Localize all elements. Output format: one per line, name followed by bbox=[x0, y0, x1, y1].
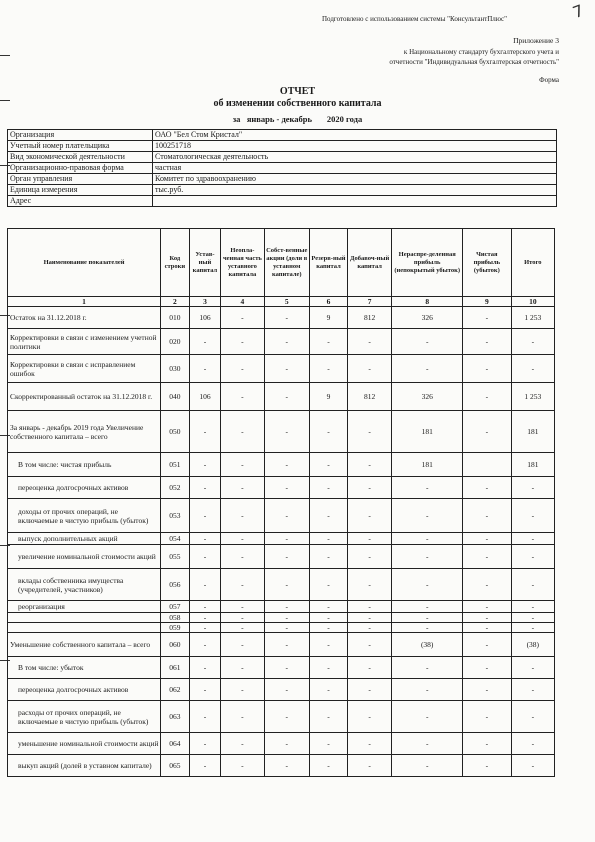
col-header-retained-earnings: Нераспре-деленная прибыль (непокрытый убыток) bbox=[392, 229, 463, 297]
cell-value: - bbox=[189, 601, 221, 613]
period-months: январь - декабрь bbox=[246, 114, 313, 124]
cell-value: - bbox=[221, 477, 264, 499]
cell-value: - bbox=[189, 329, 221, 355]
row-code: 010 bbox=[161, 307, 190, 329]
cell-value: - bbox=[392, 601, 463, 613]
col-header-net-profit: Чистая прибыль (убыток) bbox=[463, 229, 512, 297]
table-row bbox=[8, 733, 555, 755]
cell-value: - bbox=[511, 733, 554, 755]
cell-value: - bbox=[347, 355, 391, 383]
cell-value: - bbox=[347, 623, 391, 633]
row-code: 020 bbox=[161, 329, 190, 355]
cell-value: - bbox=[221, 533, 264, 545]
table-row bbox=[8, 545, 555, 569]
cell-value: - bbox=[463, 545, 512, 569]
cell-value: 812 bbox=[347, 307, 391, 329]
cell-value: - bbox=[264, 569, 309, 601]
col-header-unpaid-capital: Неопла-ченная часть уставного капитала bbox=[221, 229, 264, 297]
cell-value: - bbox=[392, 533, 463, 545]
row-code: 054 bbox=[161, 533, 190, 545]
cell-value: - bbox=[221, 307, 264, 329]
cell-value: - bbox=[347, 601, 391, 613]
col-header-name: Наименование показателей bbox=[8, 229, 161, 297]
row-label: выпуск дополнительных акций bbox=[8, 533, 161, 545]
col-header-total: Итого bbox=[511, 229, 554, 297]
cell-value: - bbox=[392, 477, 463, 499]
cell-value: - bbox=[264, 545, 309, 569]
row-code: 061 bbox=[161, 657, 190, 679]
cell-value: - bbox=[347, 329, 391, 355]
cell-value: - bbox=[221, 383, 264, 411]
table-row bbox=[8, 307, 555, 329]
cell-value: 181 bbox=[392, 411, 463, 453]
cell-value: - bbox=[392, 657, 463, 679]
cell-value: - bbox=[463, 383, 512, 411]
row-label: В том числе: чистая прибыль bbox=[8, 453, 161, 477]
cell-value: 9 bbox=[309, 383, 347, 411]
cell-value: - bbox=[264, 701, 309, 733]
table-row bbox=[8, 613, 555, 623]
cell-value: - bbox=[511, 545, 554, 569]
row-label: Скорректированный остаток на 31.12.2018 г. bbox=[8, 383, 161, 411]
row-code: 057 bbox=[161, 601, 190, 613]
cell-value: - bbox=[511, 657, 554, 679]
cell-value: - bbox=[511, 533, 554, 545]
cell-value: - bbox=[392, 499, 463, 533]
cell-value: - bbox=[264, 477, 309, 499]
cell-value: - bbox=[392, 755, 463, 777]
period-year: 2020 года bbox=[326, 114, 363, 124]
row-code: 056 bbox=[161, 569, 190, 601]
cell-value: - bbox=[392, 545, 463, 569]
info-value: ОАО "Бел Стом Кристал" bbox=[153, 130, 557, 141]
cell-value: - bbox=[463, 355, 512, 383]
cell-value: - bbox=[221, 411, 264, 453]
cell-value: - bbox=[309, 355, 347, 383]
cell-value: - bbox=[189, 657, 221, 679]
row-code: 064 bbox=[161, 733, 190, 755]
cell-value: - bbox=[309, 733, 347, 755]
cell-value: - bbox=[392, 613, 463, 623]
cell-value: - bbox=[309, 533, 347, 545]
col-header-charter-capital: Устав-ный капитал bbox=[189, 229, 221, 297]
cell-value: - bbox=[221, 701, 264, 733]
equity-changes-table bbox=[7, 228, 555, 777]
standard-line-1: к Национальному стандарту бухгалтерского учета и bbox=[403, 48, 559, 56]
table-row bbox=[8, 453, 555, 477]
col-header-code: Код строки bbox=[161, 229, 190, 297]
cell-value: - bbox=[189, 623, 221, 633]
cell-value: - bbox=[463, 329, 512, 355]
cell-value: - bbox=[309, 679, 347, 701]
cell-value: - bbox=[347, 613, 391, 623]
row-label: переоценка долгосрочных активов bbox=[8, 679, 161, 701]
table-row bbox=[8, 329, 555, 355]
row-code: 065 bbox=[161, 755, 190, 777]
info-value: частная bbox=[153, 163, 557, 174]
cell-value: - bbox=[392, 701, 463, 733]
corner-page-mark: 7 bbox=[569, 0, 586, 23]
cell-value: - bbox=[309, 613, 347, 623]
cell-value: - bbox=[392, 329, 463, 355]
cell-value: - bbox=[511, 613, 554, 623]
row-label: увеличение номинальной стоимости акций bbox=[8, 545, 161, 569]
cell-value: - bbox=[189, 545, 221, 569]
table-row bbox=[8, 679, 555, 701]
cell-value: - bbox=[463, 569, 512, 601]
info-label: Орган управления bbox=[8, 174, 153, 185]
info-row bbox=[8, 185, 557, 196]
cell-value: - bbox=[309, 411, 347, 453]
row-code: 040 bbox=[161, 383, 190, 411]
row-code: 063 bbox=[161, 701, 190, 733]
cell-value: - bbox=[264, 383, 309, 411]
appendix-label: Приложение 3 bbox=[513, 36, 559, 45]
info-row bbox=[8, 130, 557, 141]
cell-value: - bbox=[264, 633, 309, 657]
cell-value: - bbox=[392, 355, 463, 383]
cell-value: - bbox=[309, 545, 347, 569]
column-number: 1 bbox=[8, 297, 161, 307]
cell-value: - bbox=[309, 569, 347, 601]
info-label: Организация bbox=[8, 130, 153, 141]
table-row bbox=[8, 477, 555, 499]
column-number: 6 bbox=[309, 297, 347, 307]
cell-value: 1 253 bbox=[511, 383, 554, 411]
cell-value: - bbox=[189, 679, 221, 701]
table-row bbox=[8, 633, 555, 657]
cell-value: (38) bbox=[511, 633, 554, 657]
cell-value: - bbox=[511, 569, 554, 601]
cell-value: - bbox=[189, 613, 221, 623]
column-number: 2 bbox=[161, 297, 190, 307]
row-label: В том числе: убыток bbox=[8, 657, 161, 679]
cell-value: - bbox=[309, 601, 347, 613]
cell-value: - bbox=[221, 329, 264, 355]
row-code: 058 bbox=[161, 613, 190, 623]
cell-value: - bbox=[347, 755, 391, 777]
cell-value: - bbox=[264, 623, 309, 633]
cell-value: - bbox=[347, 679, 391, 701]
cell-value: 181 bbox=[511, 411, 554, 453]
organization-info-table bbox=[7, 129, 557, 207]
cell-value: - bbox=[189, 477, 221, 499]
cell-value: - bbox=[264, 329, 309, 355]
column-number: 7 bbox=[347, 297, 391, 307]
row-label: расходы от прочих операций, не включаемые в чистую прибыль (убыток) bbox=[8, 701, 161, 733]
info-row bbox=[8, 196, 557, 207]
cell-value: - bbox=[189, 499, 221, 533]
cell-value: - bbox=[463, 633, 512, 657]
info-value: тыс.руб. bbox=[153, 185, 557, 196]
report-title: ОТЧЕТ bbox=[279, 86, 316, 97]
row-label: Корректировки в связи с исправлением ошибок bbox=[8, 355, 161, 383]
cell-value: - bbox=[463, 657, 512, 679]
cell-value: - bbox=[309, 499, 347, 533]
cell-value: - bbox=[463, 411, 512, 453]
cell-value: - bbox=[511, 755, 554, 777]
table-row bbox=[8, 533, 555, 545]
cell-value: 326 bbox=[392, 307, 463, 329]
cell-value: - bbox=[347, 657, 391, 679]
cell-value: - bbox=[189, 701, 221, 733]
cell-value: - bbox=[463, 733, 512, 755]
cell-value: - bbox=[189, 755, 221, 777]
cell-value: - bbox=[347, 733, 391, 755]
cell-value: - bbox=[392, 679, 463, 701]
cell-value: - bbox=[347, 499, 391, 533]
cell-value: - bbox=[511, 329, 554, 355]
col-header-additional-capital: Добавоч-ный капитал bbox=[347, 229, 391, 297]
column-number: 3 bbox=[189, 297, 221, 307]
cell-value bbox=[463, 453, 512, 477]
info-label: Адрес bbox=[8, 196, 153, 207]
form-label: Форма bbox=[539, 76, 559, 84]
cell-value: 181 bbox=[392, 453, 463, 477]
cell-value: 106 bbox=[189, 383, 221, 411]
cell-value: - bbox=[189, 633, 221, 657]
column-number-row bbox=[8, 297, 555, 307]
info-value bbox=[153, 196, 557, 207]
cell-value: - bbox=[221, 613, 264, 623]
cell-value: - bbox=[221, 623, 264, 633]
info-row bbox=[8, 174, 557, 185]
cell-value: - bbox=[264, 499, 309, 533]
info-value: 100251718 bbox=[153, 141, 557, 152]
row-label: вклады собственника имущества (учредителей, участников) bbox=[8, 569, 161, 601]
cell-value: - bbox=[264, 679, 309, 701]
cell-value: - bbox=[309, 755, 347, 777]
cell-value: - bbox=[221, 601, 264, 613]
cell-value: 1 253 bbox=[511, 307, 554, 329]
cell-value: - bbox=[392, 569, 463, 601]
cell-value: - bbox=[221, 657, 264, 679]
cell-value: - bbox=[264, 411, 309, 453]
cell-value: - bbox=[392, 733, 463, 755]
cell-value: - bbox=[463, 477, 512, 499]
cell-value: - bbox=[221, 755, 264, 777]
cell-value: 812 bbox=[347, 383, 391, 411]
cell-value: - bbox=[309, 657, 347, 679]
info-row bbox=[8, 163, 557, 174]
cell-value: - bbox=[463, 307, 512, 329]
row-label bbox=[8, 613, 161, 623]
row-code: 030 bbox=[161, 355, 190, 383]
cell-value: - bbox=[511, 477, 554, 499]
table-row bbox=[8, 701, 555, 733]
row-label: Остаток на 31.12.2018 г. bbox=[8, 307, 161, 329]
row-label: уменьшение номинальной стоимости акций bbox=[8, 733, 161, 755]
period-prefix: за bbox=[232, 114, 241, 124]
table-row bbox=[8, 755, 555, 777]
cell-value: - bbox=[264, 733, 309, 755]
cell-value: - bbox=[264, 307, 309, 329]
info-value: Комитет по здравоохранению bbox=[153, 174, 557, 185]
row-label: За январь - декабрь 2019 года Увеличение собственного капитала – всего bbox=[8, 411, 161, 453]
cell-value: - bbox=[309, 477, 347, 499]
info-value: Стоматологическая деятельность bbox=[153, 152, 557, 163]
cell-value: - bbox=[511, 601, 554, 613]
cell-value: - bbox=[189, 411, 221, 453]
row-code: 055 bbox=[161, 545, 190, 569]
cell-value: 181 bbox=[511, 453, 554, 477]
row-code: 053 bbox=[161, 499, 190, 533]
cell-value: - bbox=[463, 755, 512, 777]
info-row bbox=[8, 141, 557, 152]
row-label: переоценка долгосрочных активов bbox=[8, 477, 161, 499]
cell-value: - bbox=[221, 569, 264, 601]
cell-value: (38) bbox=[392, 633, 463, 657]
consultant-note: Подготовлено с использованием системы "КонсультантПлюс" bbox=[321, 15, 507, 23]
cell-value: - bbox=[189, 569, 221, 601]
column-number: 10 bbox=[511, 297, 554, 307]
row-code: 060 bbox=[161, 633, 190, 657]
row-code: 059 bbox=[161, 623, 190, 633]
cell-value: - bbox=[189, 355, 221, 383]
cell-value: - bbox=[189, 733, 221, 755]
cell-value: - bbox=[511, 679, 554, 701]
cell-value: - bbox=[264, 453, 309, 477]
row-label bbox=[8, 623, 161, 633]
table-row bbox=[8, 623, 555, 633]
cell-value: - bbox=[264, 755, 309, 777]
info-row bbox=[8, 152, 557, 163]
cell-value: - bbox=[347, 453, 391, 477]
cell-value: 106 bbox=[189, 307, 221, 329]
cell-value: - bbox=[347, 533, 391, 545]
row-label: Уменьшение собственного капитала – всего bbox=[8, 633, 161, 657]
row-code: 062 bbox=[161, 679, 190, 701]
row-code: 051 bbox=[161, 453, 190, 477]
cell-value: - bbox=[463, 623, 512, 633]
col-header-reserve-capital: Резерв-ный капитал bbox=[309, 229, 347, 297]
cell-value: - bbox=[347, 633, 391, 657]
cell-value: - bbox=[309, 701, 347, 733]
cell-value: - bbox=[264, 657, 309, 679]
table-row bbox=[8, 355, 555, 383]
cell-value: - bbox=[347, 569, 391, 601]
cell-value: 326 bbox=[392, 383, 463, 411]
column-number: 5 bbox=[264, 297, 309, 307]
cell-value: - bbox=[309, 633, 347, 657]
cell-value: - bbox=[221, 733, 264, 755]
info-label: Вид экономической деятельности bbox=[8, 152, 153, 163]
row-label: реорганизация bbox=[8, 601, 161, 613]
cell-value: - bbox=[221, 679, 264, 701]
table-row bbox=[8, 383, 555, 411]
cell-value: - bbox=[511, 355, 554, 383]
cell-value: - bbox=[221, 355, 264, 383]
cell-value: - bbox=[463, 679, 512, 701]
cell-value: - bbox=[264, 601, 309, 613]
cell-value: - bbox=[264, 355, 309, 383]
column-number: 8 bbox=[392, 297, 463, 307]
cell-value: - bbox=[221, 633, 264, 657]
table-row bbox=[8, 411, 555, 453]
cell-value: - bbox=[347, 477, 391, 499]
cell-value: - bbox=[264, 533, 309, 545]
cell-value: - bbox=[511, 701, 554, 733]
cell-value: - bbox=[392, 623, 463, 633]
cell-value: - bbox=[347, 545, 391, 569]
cell-value: - bbox=[264, 613, 309, 623]
row-label: Корректировки в связи с изменением учетной политики bbox=[8, 329, 161, 355]
table-header-row bbox=[8, 229, 555, 297]
cell-value: - bbox=[463, 613, 512, 623]
column-number: 9 bbox=[463, 297, 512, 307]
cell-value: - bbox=[347, 701, 391, 733]
cell-value: - bbox=[221, 453, 264, 477]
cell-value: - bbox=[189, 533, 221, 545]
cell-value: - bbox=[511, 623, 554, 633]
cell-value: - bbox=[309, 329, 347, 355]
col-header-own-shares: Собст-венные акции (доли в уставном капитале) bbox=[264, 229, 309, 297]
cell-value: - bbox=[463, 533, 512, 545]
cell-value: - bbox=[221, 499, 264, 533]
table-row bbox=[8, 499, 555, 533]
row-label: доходы от прочих операций, не включаемые в чистую прибыль (убыток) bbox=[8, 499, 161, 533]
table-row bbox=[8, 601, 555, 613]
report-period bbox=[0, 114, 595, 124]
table-row bbox=[8, 657, 555, 679]
column-number: 4 bbox=[221, 297, 264, 307]
row-code: 050 bbox=[161, 411, 190, 453]
cell-value: - bbox=[511, 499, 554, 533]
info-label: Единица измерения bbox=[8, 185, 153, 196]
cell-value: - bbox=[221, 545, 264, 569]
info-label: Организационно-правовая форма bbox=[8, 163, 153, 174]
cell-value: - bbox=[347, 411, 391, 453]
cell-value: - bbox=[189, 453, 221, 477]
cell-value: - bbox=[309, 623, 347, 633]
row-label: выкуп акций (долей в уставном капитале) bbox=[8, 755, 161, 777]
standard-line-2: отчетности "Индивидуальная бухгалтерская отчетность" bbox=[389, 58, 559, 66]
info-label: Учетный номер плательщика bbox=[8, 141, 153, 152]
table-row bbox=[8, 569, 555, 601]
row-code: 052 bbox=[161, 477, 190, 499]
cell-value: - bbox=[463, 701, 512, 733]
cell-value: - bbox=[463, 601, 512, 613]
cell-value: - bbox=[463, 499, 512, 533]
cell-value: 9 bbox=[309, 307, 347, 329]
cell-value: - bbox=[309, 453, 347, 477]
report-subtitle: об изменении собственного капитала bbox=[213, 98, 382, 109]
